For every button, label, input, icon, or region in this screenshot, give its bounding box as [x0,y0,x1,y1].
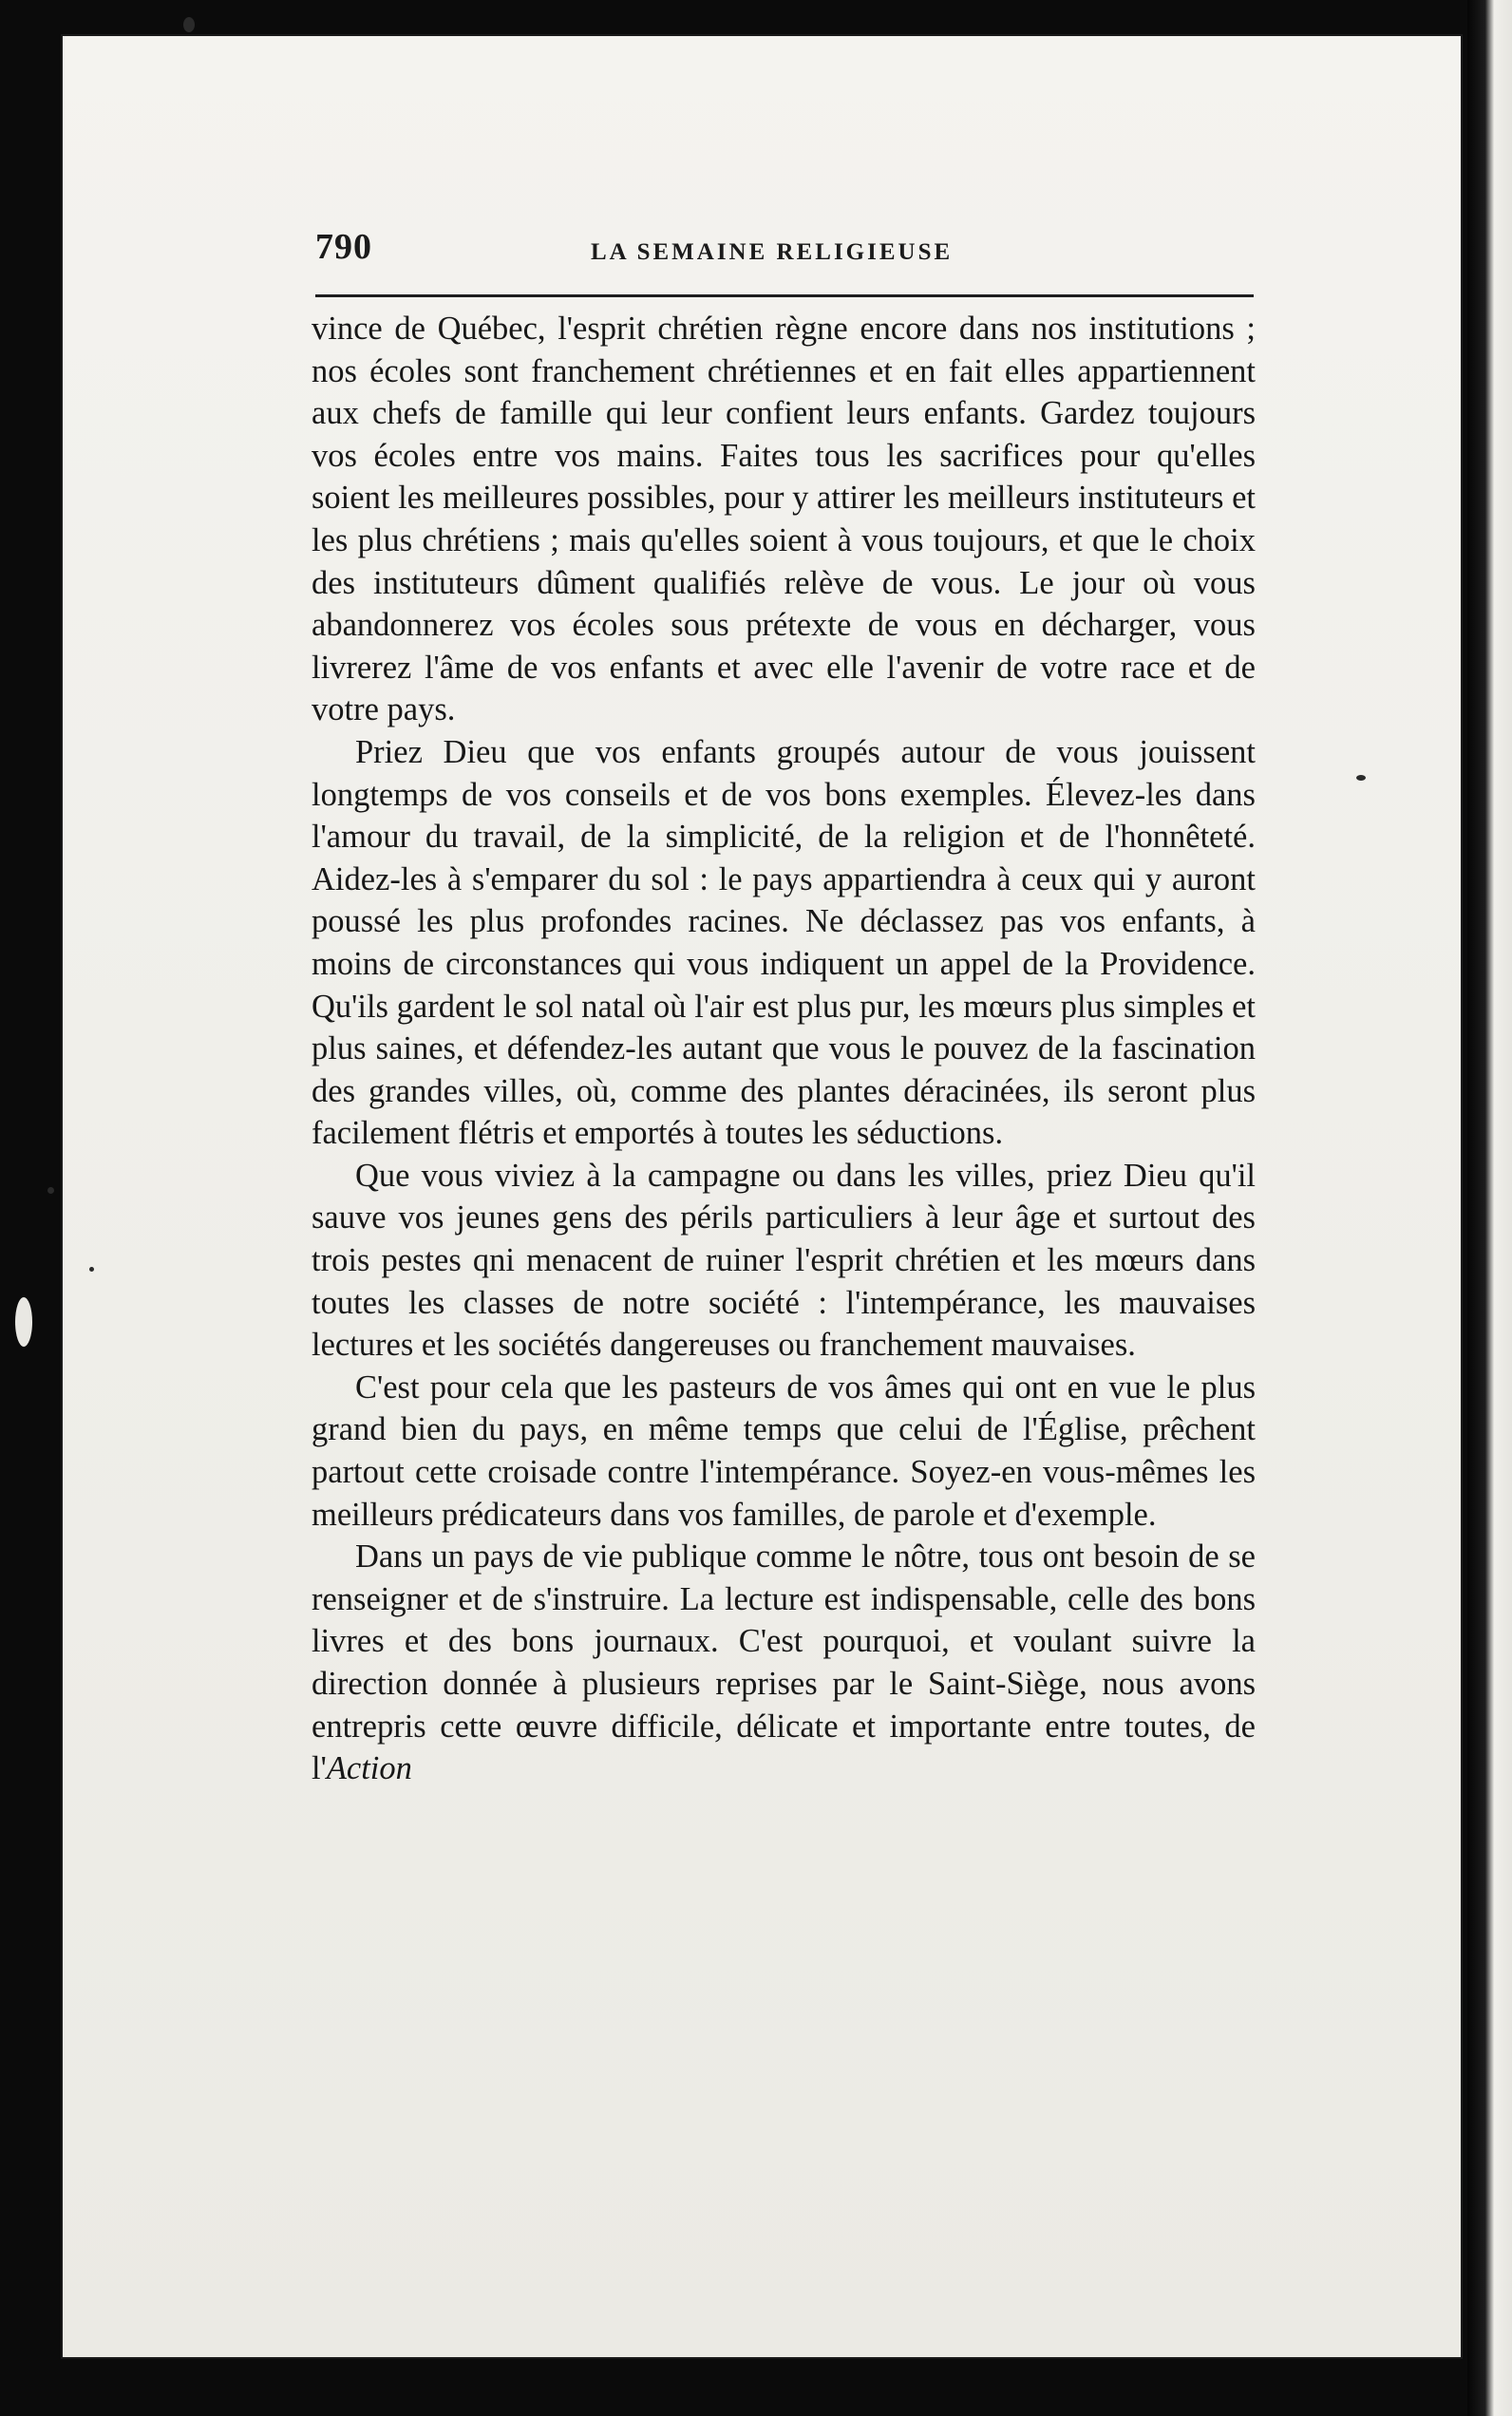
header-rule [315,294,1254,297]
page-header [315,226,1254,283]
paragraph: C'est pour cela que les pasteurs de vos âmes qui ont en vue le plus grand bien du pays, en même temps que celui de l'Église, prêchent partout cette croisade contre l'intempérance. Soyez-en vous-mêmes les meilleurs prédicateurs dans vos familles, de parole et d'exemple. [312,1368,1256,1533]
page-number: 790 [315,227,372,267]
scan-artifact [13,1290,34,1356]
scan-speck [47,1187,54,1194]
scan-speck [1356,775,1366,781]
paragraph: Que vous viviez à la campagne ou dans les villes, priez Dieu qu'il sauve vos jeunes gens des périls particuliers à leur âge et surtout des trois pestes qni menacent de ruiner l'esprit chrétien et les mœurs dans toutes les classes de notre société : l'intempérance, les mauvaises lectures et les sociétés dangereuses ou franchement mauvaises. [312,1157,1256,1364]
paragraph: vince de Québec, l'esprit chrétien règne encore dans nos institutions ; nos écoles sont franchement chrétiennes et en fait elles appartiennent aux chefs de famille qui leur confient leurs enfants. Gardez toujours vos écoles entre vos mains. Faites tous les sacrifices pour qu'elles soient les meilleures possibles, pour y attirer les meilleurs instituteurs et les plus chrétiens ; mais qu'elles soient à vous toujours, et que le choix des instituteurs dûment qualifiés relève de vous. Le jour où vous abandonnerez vos écoles sous prétexte de vous en décharger, vous livrerez l'âme de vos enfants et avec elle l'avenir de votre race et de votre pays. [312,311,1256,728]
paragraph-text: Dans un pays de vie publique comme le nôtre, tous ont besoin de se renseigner et de s'instruire. La lecture est indispensable, celle des bons livres et des bons journaux. C'est pourquoi, et voulant suivre la direction donnée à plusieurs reprises par le Saint-Siège, nous avons entrepris cette œuvre difficile, délicate et importante entre toutes, de l' [312,1538,1256,1787]
scan-edge-right [1467,0,1512,2416]
paragraph [312,1536,1256,1790]
italic-word: Action [326,1750,412,1787]
body-text [312,308,1256,1790]
paragraph: Priez Dieu que vos enfants groupés autour de vous jouissent longtemps de vos conseils et de vos bons exemples. Élevez-les dans l'amour du travail, de la simplicité, de la religion et de l'honnêteté. Aidez-les à s'emparer du sol : le pays appartiendra à ceux qui y auront poussé les plus profondes racines. Ne déclassez pas vos enfants, à moins de circonstances qui vous indiquent un appel de la Providence. Qu'ils gardent le sol natal où l'air est plus pur, les mœurs plus simples et plus saines, et défendez-les autant que vous le pouvez de la fascination des grandes villes, où, comme des plantes déracinées, ils seront plus facilement flétris et emportés à toutes les séductions. [312,733,1256,1152]
scan-speck [89,1267,94,1272]
running-title: LA SEMAINE RELIGIEUSE [591,239,954,265]
scan-speck [183,17,195,32]
